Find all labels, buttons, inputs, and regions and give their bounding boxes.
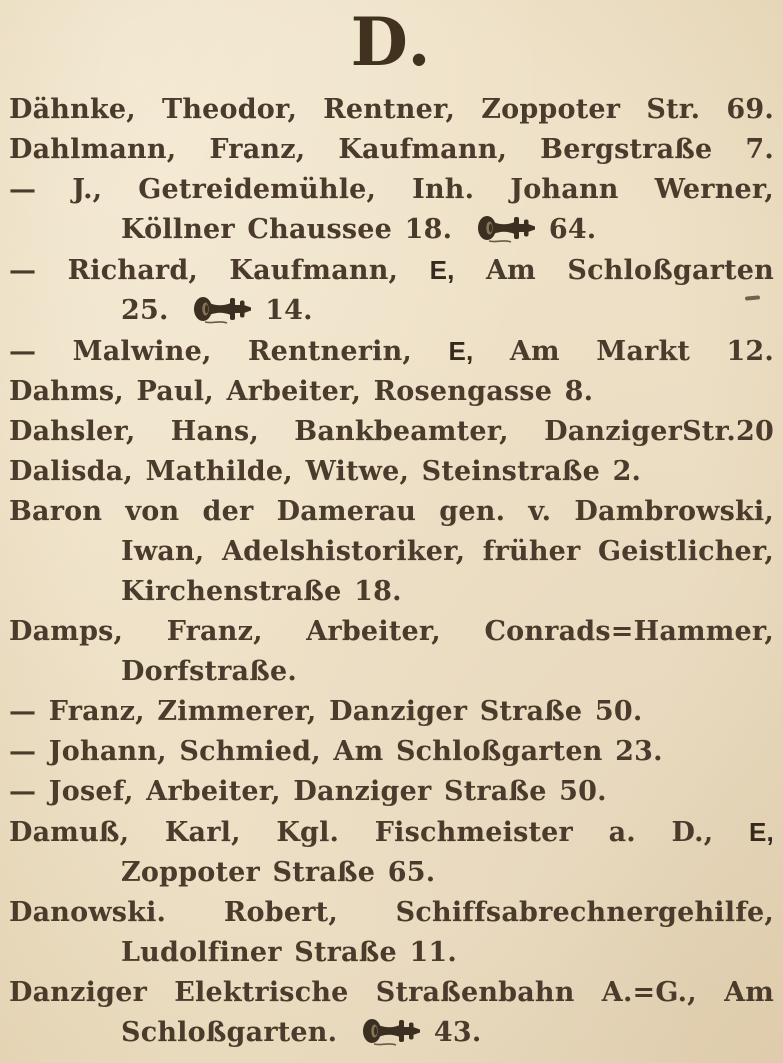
section-letter-heading: D.: [350, 3, 433, 81]
entry-line: [9, 170, 774, 210]
telephone-icon: [362, 1013, 422, 1053]
entry-line: [9, 90, 774, 130]
entry-text: — Richard, Kaufmann,: [9, 255, 399, 286]
entry-text: Köllner Chaussee 18.: [121, 214, 453, 245]
owner-mark-E: E,: [448, 336, 474, 366]
entry-line: [9, 652, 774, 692]
entry-line: [9, 812, 774, 853]
entry-line: [9, 250, 774, 291]
entry-text: Danowski. Robert, Schiffsabrechnergehilfe,: [9, 897, 774, 928]
entry-text: Damuß, Karl, Kgl. Fischmeister a. D.,: [9, 817, 714, 848]
entry-text: Dalisda, Mathilde, Witwe, Steinstraße 2.: [9, 456, 642, 487]
entry-line: [9, 933, 774, 973]
entry-text: Kirchenstraße 18.: [121, 576, 402, 607]
entry-line: [9, 572, 774, 612]
entry-line: [9, 692, 774, 732]
phone-number: 64.: [548, 214, 597, 245]
entry-text: Am Schloßgarten: [486, 255, 774, 286]
entry-list: [0, 90, 783, 1053]
entry-text: — Johann, Schmied, Am Schloßgarten 23.: [9, 736, 663, 767]
phone-number: 14.: [265, 295, 313, 326]
entry-line: [9, 331, 774, 372]
entry-line: [9, 853, 774, 893]
entry-text: Am Markt 12.: [509, 336, 775, 367]
entry-line: [9, 492, 774, 532]
entry-text: Ludolfiner Straße 11.: [121, 937, 458, 968]
entry-text: Dorfstraße.: [121, 656, 297, 687]
entry-text: Baron von der Damerau gen. v. Dambrowski,: [9, 496, 774, 527]
phone-listing: [181, 295, 313, 326]
entry-line: [9, 612, 774, 652]
entry-text: Zoppoter Straße 65.: [121, 857, 436, 888]
entry-text: — Franz, Zimmerer, Danziger Straße 50.: [9, 696, 643, 727]
entry-text: Dahms, Paul, Arbeiter, Rosengasse 8.: [9, 376, 594, 407]
entry-text: 25.: [121, 295, 169, 326]
owner-mark-E: E,: [429, 255, 455, 285]
entry-line: [9, 372, 774, 412]
entry-line: [9, 210, 774, 250]
entry-line: [9, 732, 774, 772]
entry-line: [9, 130, 774, 170]
entry-text: Damps, Franz, Arbeiter, Conrads=Hammer,: [9, 616, 774, 647]
entry-text: Danziger Elektrische Straßenbahn A.=G., Am: [9, 977, 774, 1008]
entry-text: — Malwine, Rentnerin,: [9, 336, 413, 367]
entry-line: [9, 1013, 774, 1053]
entry-text: Iwan, Adelshistoriker, früher Geistlicher,: [121, 536, 774, 567]
telephone-icon: [477, 210, 537, 250]
entry-text: — Josef, Arbeiter, Danziger Straße 50.: [9, 776, 607, 807]
entry-line: [9, 291, 774, 331]
entry-line: [9, 973, 774, 1013]
phone-listing: [465, 214, 597, 245]
entry-line: [9, 532, 774, 572]
entry-text: Dahlmann, Franz, Kaufmann, Bergstraße 7.: [9, 134, 774, 165]
phone-number: 43.: [433, 1017, 482, 1048]
entry-line: [9, 412, 774, 452]
entry-text: Schloßgarten.: [121, 1017, 338, 1048]
entry-text: Dähnke, Theodor, Rentner, Zoppoter Str. 69.: [9, 94, 774, 125]
entry-text: — J., Getreidemühle, Inh. Johann Werner,: [9, 174, 774, 205]
phone-listing: [350, 1017, 482, 1048]
entry-line: [9, 893, 774, 933]
telephone-icon: [193, 291, 253, 331]
entry-line: [9, 452, 774, 492]
owner-mark-E: E,: [749, 817, 774, 847]
entry-line: [9, 772, 774, 812]
entry-text: Dahsler, Hans, Bankbeamter, DanzigerStr.20: [9, 416, 774, 447]
